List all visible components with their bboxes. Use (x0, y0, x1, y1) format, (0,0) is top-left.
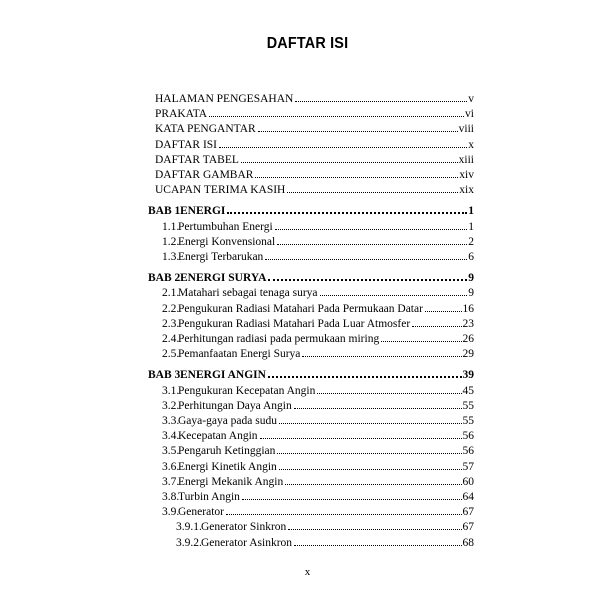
leader-dots (412, 326, 461, 327)
leader-dots (258, 131, 458, 132)
toc-section-entry (148, 429, 474, 444)
toc-entry-page: 6 (468, 251, 474, 264)
toc-entry-label: Pengaruh Ketinggian (178, 445, 276, 458)
toc-entry-label: ENERGI SURYA (180, 272, 267, 285)
toc-entry-page: 29 (462, 348, 474, 361)
leader-dots (275, 229, 468, 230)
toc-entry-number: 3.9.2. (176, 536, 202, 549)
toc-section-entry (148, 444, 474, 459)
toc-section-entry (148, 384, 474, 399)
toc-entry-number: 3.4. (162, 430, 180, 443)
toc-section-entry (148, 399, 474, 414)
toc-entry-number: 2.5. (162, 348, 180, 361)
leader-dots (219, 147, 467, 148)
toc-entry-number: 3.1. (162, 384, 180, 397)
toc-entry-label: UCAPAN TERIMA KASIH (155, 184, 286, 197)
leader-dots (295, 101, 467, 102)
toc-entry-page: v (468, 93, 474, 105)
toc-entry-label: DAFTAR TABEL (155, 153, 239, 166)
toc-entry-label: Pengukuran Radiasi Matahari Pada Permukaan Datar (178, 302, 423, 315)
toc-entry-label: Perhitungan Daya Angin (178, 399, 292, 412)
chapter-block (148, 271, 474, 362)
toc-entry-page: viii (458, 123, 474, 136)
leader-dots (226, 514, 462, 515)
toc-entry-page: 1 (468, 205, 474, 218)
toc-entry-page: 55 (462, 415, 474, 428)
toc-section-entry (148, 347, 474, 362)
toc-entry-label: Energi Terbarukan (178, 251, 264, 264)
toc-entry-page: 67 (462, 521, 474, 534)
toc-entry-number: 3.8. (162, 491, 180, 504)
toc-section-entry (148, 250, 474, 265)
toc-entry-page: 55 (462, 399, 474, 412)
toc-entry-page: 64 (462, 491, 474, 504)
toc-entry-page: 9 (468, 287, 474, 300)
toc-entry-label: PRAKATA (155, 108, 208, 121)
chapter-block (148, 204, 474, 265)
front-matter-list (148, 92, 474, 198)
toc-section-entry (148, 475, 474, 490)
leader-dots (320, 295, 468, 296)
toc-section-entry (148, 286, 474, 301)
toc-entry-number: 3.5. (162, 445, 180, 458)
toc-entry-label: Turbin Angin (178, 491, 240, 504)
toc-section-entry (148, 505, 474, 520)
toc-entry-page: 16 (462, 302, 474, 315)
toc-entry-number: 1.1. (162, 220, 180, 233)
toc-section-entry (148, 460, 474, 475)
leader-dots (294, 408, 462, 409)
toc-entry-page: 57 (462, 460, 474, 473)
toc-entry-label: ENERGI ANGIN (180, 369, 266, 382)
toc-entry-label: Pengukuran Radiasi Matahari Pada Luar Atmosfer (178, 317, 411, 330)
toc-section-entry (148, 317, 474, 332)
leader-dots (425, 311, 462, 312)
toc-entry-label: Pertumbuhan Energi (178, 220, 273, 233)
toc-entry-number: 2.1. (162, 287, 180, 300)
toc-entry-number: 3.9. (162, 506, 180, 519)
toc-front-matter-entry (148, 107, 474, 122)
toc-entry-page: 9 (468, 272, 474, 285)
toc-subsection-entry (148, 536, 474, 551)
toc-chapter-entry (148, 271, 474, 286)
toc-section-entry (148, 235, 474, 250)
leader-dots (279, 469, 462, 470)
toc-entry-page: 23 (462, 317, 474, 330)
toc-entry-number: BAB 3 (148, 369, 181, 382)
toc-front-matter-entry (148, 92, 474, 107)
toc-section-entry (148, 220, 474, 235)
toc-entry-label: DAFTAR GAMBAR (155, 169, 254, 182)
page-title: DAFTAR ISI (266, 35, 349, 52)
toc-entry-page: 60 (462, 475, 474, 488)
leader-dots (268, 376, 462, 378)
toc-chapter-entry (148, 204, 474, 219)
leader-dots (279, 423, 462, 424)
toc-entry-page: x (468, 138, 474, 151)
leader-dots (227, 212, 467, 214)
toc-entry-label: DAFTAR ISI (155, 138, 218, 151)
toc-entry-number: 1.3. (162, 251, 180, 264)
leader-dots (255, 177, 458, 178)
leader-dots (241, 162, 458, 163)
toc-entry-label: Generator (178, 506, 224, 519)
leader-dots (277, 453, 461, 454)
toc-entry-number: 3.2. (162, 399, 180, 412)
toc-entry-label: Kecepatan Angin (178, 430, 258, 443)
toc-section-entry (148, 332, 474, 347)
toc-entry-page: xiv (459, 169, 474, 182)
toc-entry-number: 1.2. (162, 235, 180, 248)
toc-entry-label: KATA PENGANTAR (155, 123, 256, 136)
toc-entry-number: BAB 2 (148, 272, 181, 285)
toc-entry-label: HALAMAN PENGESAHAN (155, 93, 294, 105)
leader-dots (381, 341, 461, 342)
toc-front-matter-entry (148, 168, 474, 183)
leader-dots (287, 192, 458, 193)
leader-dots (302, 356, 461, 357)
toc-entry-number: 2.3. (162, 317, 180, 330)
leader-dots (294, 545, 461, 546)
toc-entry-label: Energi Konvensional (178, 235, 276, 248)
chapter-block (148, 368, 474, 550)
leader-dots (268, 279, 467, 281)
leader-dots (288, 529, 461, 530)
footer-page-number: x (304, 566, 311, 578)
leader-dots (285, 484, 461, 485)
toc-entry-number: 3.7. (162, 475, 180, 488)
toc-entry-page: 56 (462, 430, 474, 443)
toc-entry-page: 39 (462, 369, 474, 382)
leader-dots (260, 438, 462, 439)
leader-dots (277, 244, 467, 245)
toc-entry-label: Matahari sebagai tenaga surya (178, 287, 318, 300)
toc-entry-number: 2.4. (162, 333, 180, 346)
toc-entry-label: Pemanfaatan Energi Surya (178, 348, 301, 361)
toc-entry-label: Pengukuran Kecepatan Angin (178, 384, 316, 397)
toc-entry-number: 3.6. (162, 460, 180, 473)
toc-entry-page: 56 (462, 445, 474, 458)
toc-entry-label: ENERGI (180, 205, 226, 218)
toc-entry-page: 26 (462, 333, 474, 346)
leader-dots (209, 116, 464, 117)
leader-dots (242, 499, 462, 500)
toc-section-entry (148, 490, 474, 505)
toc-front-matter-entry (148, 153, 474, 168)
toc-subsection-entry (148, 520, 474, 535)
toc-list (148, 92, 474, 551)
toc-entry-page: 1 (468, 220, 474, 233)
toc-entry-label: Generator Asinkron (201, 536, 293, 549)
toc-entry-page: vi (465, 108, 474, 121)
toc-entry-label: Energi Mekanik Angin (178, 475, 284, 488)
leader-dots (317, 393, 461, 394)
toc-entry-number: 3.9.1. (176, 521, 202, 534)
toc-entry-label: Generator Sinkron (201, 521, 287, 534)
toc-front-matter-entry (148, 122, 474, 137)
toc-entry-number: 2.2. (162, 302, 180, 315)
toc-entry-label: Gaya-gaya pada sudu (178, 415, 277, 428)
toc-entry-page: 45 (462, 384, 474, 397)
leader-dots (265, 259, 467, 260)
toc-entry-number: BAB 1 (148, 205, 181, 218)
toc-entry-page: 2 (468, 235, 474, 248)
toc-entry-page: 68 (462, 536, 474, 549)
toc-entry-number: 3.3. (162, 415, 180, 428)
toc-entry-label: Energi Kinetik Angin (178, 460, 277, 473)
toc-front-matter-entry (148, 138, 474, 153)
toc-entry-page: xiii (458, 153, 474, 166)
toc-entry-page: xix (459, 184, 474, 197)
toc-entry-page: 67 (462, 506, 474, 519)
toc-section-entry (148, 414, 474, 429)
toc-front-matter-entry (148, 183, 474, 198)
toc-chapter-entry (148, 368, 474, 383)
toc-section-entry (148, 302, 474, 317)
toc-entry-label: Perhitungan radiasi pada permukaan miring (178, 333, 380, 346)
